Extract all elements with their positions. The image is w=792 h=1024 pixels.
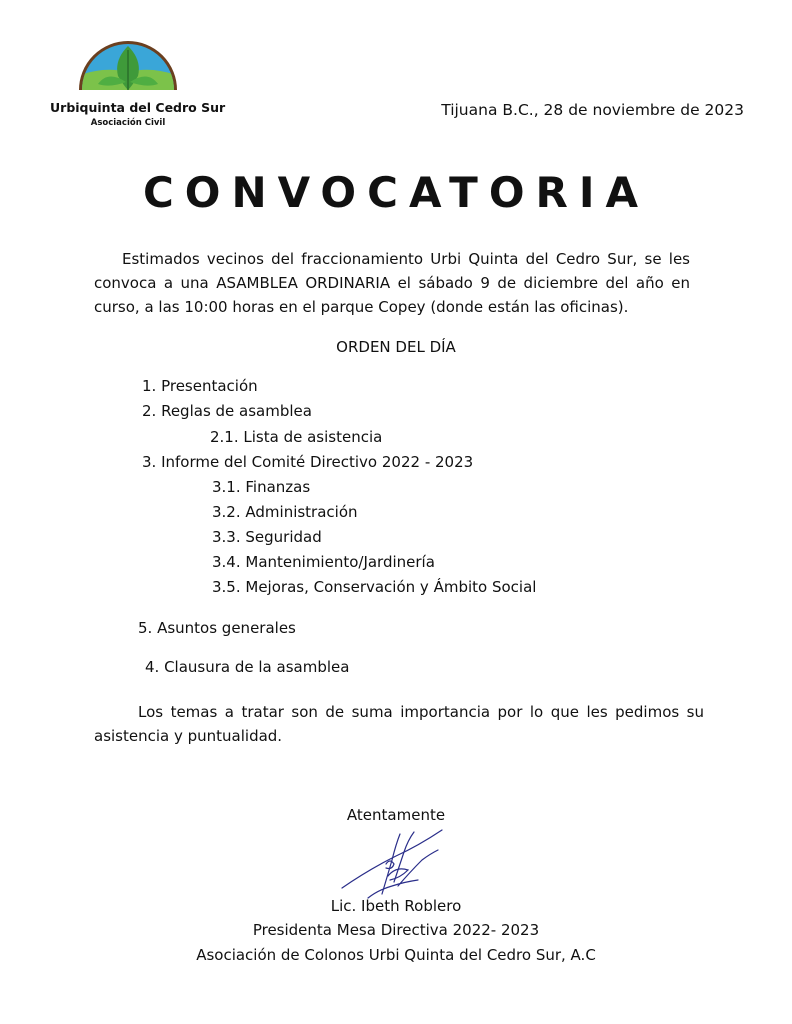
organization-logo-icon	[78, 32, 178, 94]
agenda-item: 5. Asuntos generales	[138, 619, 296, 637]
organization-name: Urbiquinta del Cedro Sur	[50, 100, 226, 115]
organization-subtitle: Asociación Civil	[90, 118, 166, 128]
date-line: Tijuana B.C., 28 de noviembre de 2023	[441, 101, 744, 119]
agenda-item: 2. Reglas de asamblea	[142, 402, 312, 420]
signer-name: Lic. Ibeth Roblero	[330, 897, 462, 915]
agenda-subitem: 3.3. Seguridad	[212, 528, 322, 546]
agenda-subitem: 2.1. Lista de asistencia	[210, 428, 383, 446]
agenda-subitem: 3.2. Administración	[212, 503, 358, 521]
agenda-item: 4. Clausura de la asamblea	[145, 658, 350, 676]
closing-paragraph: Los temas a tratar son de suma importancia por lo que les pedimos su asistencia y puntualidad.	[94, 703, 704, 745]
agenda-heading: ORDEN DEL DÍA	[336, 338, 456, 356]
agenda-subitem: 3.4. Mantenimiento/Jardinería	[212, 553, 435, 571]
signer-position: Presidenta Mesa Directiva 2022- 2023	[252, 921, 540, 939]
agenda-item: 1. Presentación	[142, 377, 258, 395]
document-title: CONVOCATORIA	[142, 168, 650, 217]
agenda-item: 3. Informe del Comité Directivo 2022 - 2023	[142, 453, 474, 471]
intro-paragraph: Estimados vecinos del fraccionamiento Urbi Quinta del Cedro Sur, se les convoca a una ASAMBLEA ORDINARIA el sábado 9 de diciembre del año en curso, a las 10:00 horas en el parque Copey (donde están las oficinas).	[94, 250, 690, 316]
agenda-subitem: 3.1. Finanzas	[212, 478, 311, 496]
signature-icon	[338, 820, 448, 900]
agenda-subitem: 3.5. Mejoras, Conservación y Ámbito Social	[212, 578, 537, 596]
signer-organization: Asociación de Colonos Urbi Quinta del Cedro Sur, A.C	[196, 946, 596, 964]
salutation: Atentamente	[346, 806, 446, 824]
